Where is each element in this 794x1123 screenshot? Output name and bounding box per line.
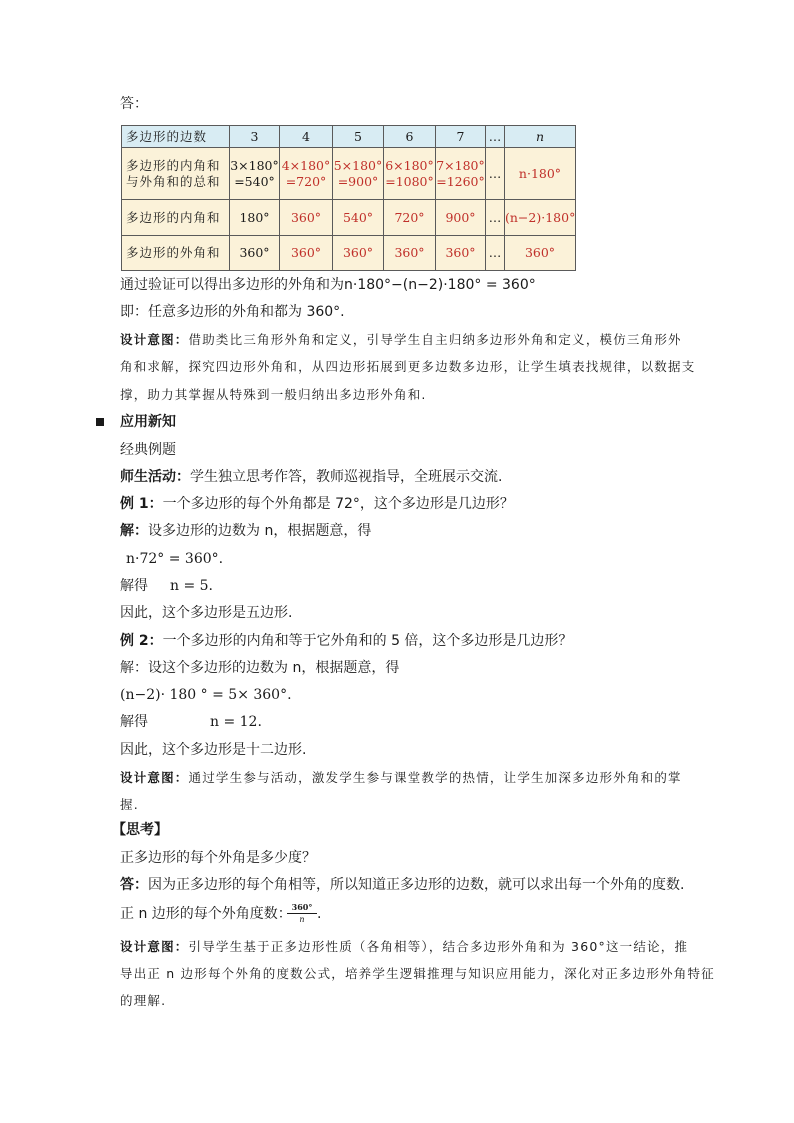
fraction-denominator: n	[299, 915, 305, 924]
table-row	[122, 200, 576, 236]
cell-line: 6×180°	[385, 157, 434, 173]
design-intent-3-line3: 的理解.	[120, 993, 167, 1008]
table-header-cell: 7	[436, 126, 486, 148]
think-formula	[120, 904, 292, 924]
row-label: 多边形的外角和	[122, 236, 230, 271]
activity-label: 师生活动：	[120, 469, 190, 485]
table-cell: 540°	[333, 200, 384, 236]
answer-label: 答：	[120, 96, 148, 112]
formula-prefix: 正 n 边形的每个外角度数：	[120, 906, 292, 922]
design-intent-label: 设计意图：	[120, 770, 189, 785]
design-intent-label: 设计意图：	[120, 939, 189, 954]
example-2-text: 一个多边形的内角和等于它外角和的 5 倍，这个多边形是几边形？	[162, 633, 573, 649]
cell-line: 3×180°	[230, 157, 279, 173]
table-header-cell: …	[486, 126, 505, 148]
table-cell	[384, 148, 436, 200]
table-row	[122, 236, 576, 271]
example-1-text: 一个多边形的每个外角都是 72°，这个多边形是几边形？	[162, 496, 514, 512]
think-answer-label: 答：	[120, 877, 148, 893]
solution-1-label: 解：	[120, 523, 148, 539]
design-intent-1-line3: 撑，助力其掌握从特殊到一般归纳出多边形外角和.	[120, 387, 427, 402]
cell-line: 4×180°	[281, 157, 331, 173]
polygon-angle-table	[121, 125, 576, 271]
activity-text: 学生独立思考作答，教师巡视指导，全班展示交流.	[190, 469, 503, 485]
table-cell: 360°	[280, 200, 333, 236]
cell-line: =1080°	[385, 173, 434, 189]
solution-1-conclusion: 因此，这个多边形是五边形.	[120, 605, 293, 621]
table-header-cell: 多边形的边数	[122, 126, 230, 148]
table-cell: (n−2)·180°	[505, 200, 576, 236]
cell-line: 7×180°	[436, 157, 485, 173]
section-bullet-icon	[96, 418, 104, 426]
table-cell: 360°	[230, 236, 280, 271]
solution-1-solve	[120, 576, 213, 596]
formula-suffix: .	[317, 906, 322, 922]
think-heading: 【思考】	[112, 822, 168, 838]
example-2-label: 例 2：	[120, 633, 163, 649]
design-intent-text: 借助类比三角形外角和定义，引导学生自主归纳多边形外角和定义，模仿三角形外	[188, 332, 682, 347]
table-cell	[230, 148, 280, 200]
table-cell: 360°	[436, 236, 486, 271]
cell-line: =900°	[337, 173, 379, 189]
design-intent-3-line2: 导出正 n 边形每个外角的度数公式，培养学生逻辑推理与知识应用能力，深化对正多边形外角特征	[120, 966, 715, 981]
solution-2-solve	[120, 712, 262, 732]
example-1	[120, 494, 514, 514]
example-2	[120, 631, 572, 651]
cell-line: =1260°	[436, 173, 485, 189]
solve-result: n = 5.	[170, 578, 214, 594]
table-row	[122, 148, 576, 200]
design-intent-text: 引导学生基于正多边形性质（各角相等），结合多边形外角和为 360°这一结论，推	[188, 939, 689, 954]
table-header-cell: 5	[333, 126, 384, 148]
table-header-cell: 6	[384, 126, 436, 148]
solution-1-equation: n·72° = 360°.	[126, 551, 224, 567]
solution-1-text: 设多边形的边数为 n，根据题意，得	[148, 523, 372, 539]
table-header-cell: 3	[230, 126, 280, 148]
table-cell: 180°	[230, 200, 280, 236]
verification-text: 通过验证可以得出多边形的外角和为n·180°−(n−2)·180° = 360°	[120, 277, 536, 293]
conclusion-text: 即：任意多边形的外角和都为 360°.	[120, 304, 345, 320]
design-intent-label: 设计意图：	[120, 332, 189, 347]
table-cell: …	[486, 236, 505, 271]
row-label-line: 与外角和的总和	[126, 173, 221, 189]
design-intent-text: 通过学生参与活动，激发学生参与课堂教学的热情，让学生加深多边形外角和的掌	[188, 770, 682, 785]
cell-line: 5×180°	[333, 157, 383, 173]
row-label	[122, 148, 230, 200]
solution-2-text: 解：设这个多边形的边数为 n，根据题意，得	[120, 660, 400, 676]
solution-1	[120, 521, 371, 541]
solution-2-conclusion: 因此，这个多边形是十二边形.	[120, 742, 307, 758]
design-intent-2	[120, 768, 682, 788]
design-intent-2-line2: 握.	[120, 797, 139, 812]
table-header-cell: n	[505, 126, 576, 148]
section-heading: 应用新知	[120, 414, 176, 430]
cell-line: =540°	[234, 173, 275, 189]
cell-line: …	[488, 165, 502, 181]
fraction-numerator: 360°	[287, 903, 317, 914]
table-cell	[486, 148, 505, 200]
cell-line: =720°	[285, 173, 327, 189]
table-cell	[505, 148, 576, 200]
table-header-row	[122, 126, 576, 148]
think-answer	[120, 875, 684, 895]
design-intent-1	[120, 330, 682, 350]
table-cell: 360°	[333, 236, 384, 271]
table-cell: 360°	[505, 236, 576, 271]
table-cell	[280, 148, 333, 200]
table-cell	[333, 148, 384, 200]
design-intent-1-line2: 角和求解，探究四边形外角和，从四边形拓展到更多边数多边形，让学生填表找规律，以数据支	[120, 359, 696, 374]
think-answer-text: 因为正多边形的每个角相等，所以知道正多边形的边数，就可以求出每一个外角的度数.	[148, 877, 685, 893]
solution-2-equation: (n−2)· 180 ° = 5× 360°.	[120, 687, 292, 703]
solve-result: n = 12.	[210, 714, 262, 730]
table-cell: …	[486, 200, 505, 236]
table-cell: 360°	[384, 236, 436, 271]
table-cell	[436, 148, 486, 200]
formula-fraction	[287, 903, 317, 924]
solve-word: 解得	[120, 714, 148, 730]
table-cell: 720°	[384, 200, 436, 236]
subheading-classic-examples: 经典例题	[120, 442, 176, 458]
table-cell: 360°	[280, 236, 333, 271]
teacher-student-activity	[120, 467, 502, 487]
cell-line: n·180°	[518, 165, 562, 181]
row-label-line: 多边形的内角和	[126, 157, 221, 173]
example-1-label: 例 1：	[120, 496, 163, 512]
design-intent-3	[120, 937, 688, 957]
table-header-cell: 4	[280, 126, 333, 148]
table-cell: 900°	[436, 200, 486, 236]
think-question: 正多边形的每个外角是多少度？	[120, 850, 316, 866]
solve-word: 解得	[120, 578, 148, 594]
row-label: 多边形的内角和	[122, 200, 230, 236]
